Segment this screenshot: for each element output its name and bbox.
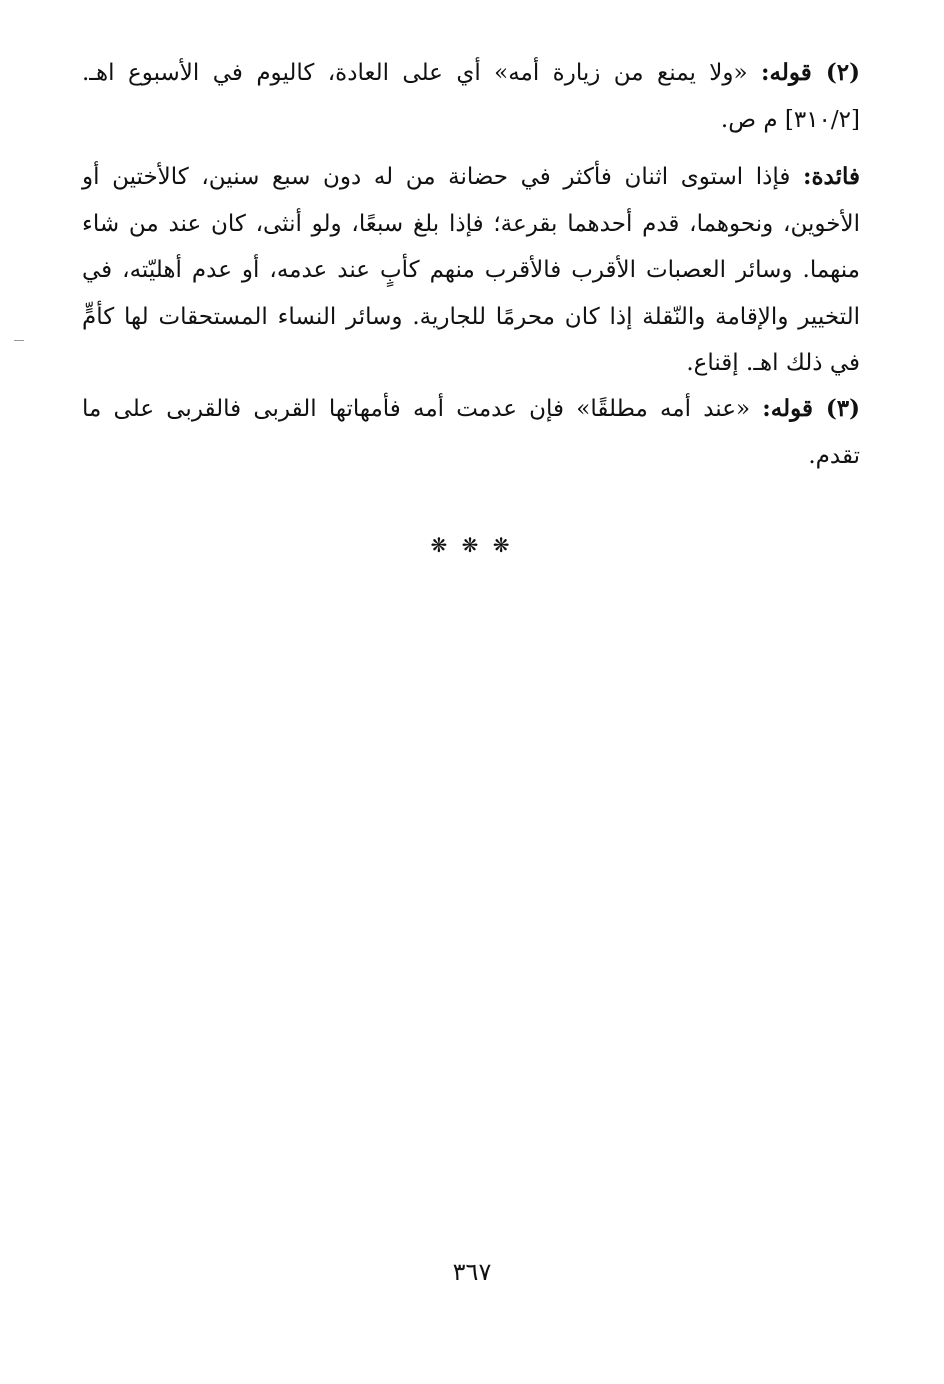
footnote-2-label: (٢) قوله: (761, 59, 860, 86)
footnote-3-label: (٣) قوله: (762, 395, 861, 422)
section-separator: ❋ ❋ ❋ (430, 533, 514, 557)
footnote-2 (82, 50, 860, 143)
footnote-3-text: «عند أمه مطلقًا» فإن عدمت أمه فأمهاتها القربى فالقربى على ما تقدم. (82, 396, 860, 469)
scan-speck (14, 340, 24, 341)
faida-paragraph (82, 154, 860, 387)
footnote-2-text: «ولا يمنع من زيارة أمه» أي على العادة، كاليوم في الأسبوع اهـ. [٣١٠/٢] م ص. (82, 60, 860, 133)
footnote-3 (82, 386, 860, 479)
faida-text: فإذا استوى اثنان فأكثر في حضانة من له دون سبع سنين، كالأختين أو الأخوين، ونحوهما، قدم أحدهما بقرعة؛ فإذا بلغ سبعًا، ولو أنثى، كان عند من شاء منهما. وسائر العصبات الأقرب فالأقرب منهم كأبٍ عند عدمه، أو عدم أهليّته، في التخيير والإقامة والنّقلة إذا كان محرمًا للجارية. وسائر النساء المستحقات لها كأمٍّ في ذلك اهـ. إقناع. (82, 164, 860, 376)
faida-label: فائدة: (802, 163, 860, 190)
page-number: ٣٦٧ (452, 1258, 492, 1286)
